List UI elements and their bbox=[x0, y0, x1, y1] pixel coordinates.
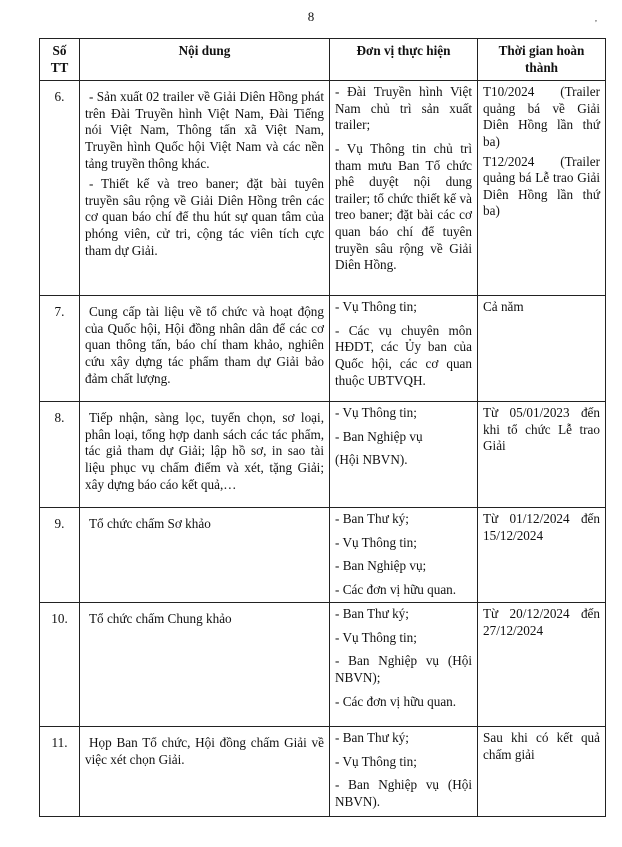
content-line: Cung cấp tài liệu về tổ chức và hoạt động của Quốc hội, Hội đồng nhân dân để các cơ quan thông tấn, báo chí tham khảo, nghiên cứu xây dựng tác phẩm tham dự Giải bảo đảm chất lượng. bbox=[85, 304, 324, 386]
unit-line: - Vụ Thông tin; bbox=[335, 753, 417, 769]
table-row bbox=[40, 402, 606, 508]
unit-line: - Vụ Thông tin; bbox=[335, 629, 417, 645]
row-number: 9. bbox=[40, 508, 80, 603]
row-unit bbox=[330, 603, 478, 727]
table-header-row bbox=[40, 39, 606, 81]
row-unit bbox=[330, 296, 478, 402]
table-row bbox=[40, 603, 606, 727]
time-line: Sau khi có kết quả chấm giải bbox=[483, 730, 600, 762]
header-time: Thời gian hoàn thành bbox=[478, 39, 606, 81]
unit-line: - Ban Nghiệp vụ (Hội NBVN); bbox=[335, 653, 472, 685]
row-time bbox=[478, 296, 606, 402]
time-line: Từ 05/01/2023 đến khi tổ chức Lễ trao Giải bbox=[483, 405, 600, 454]
row-time bbox=[478, 727, 606, 817]
time-line: Từ 20/12/2024 đến 27/12/2024 bbox=[483, 606, 600, 638]
row-content bbox=[80, 296, 330, 402]
unit-line: - Các đơn vị hữu quan. bbox=[335, 581, 457, 597]
table-row bbox=[40, 81, 606, 296]
content-line: Tổ chức chấm Chung khảo bbox=[89, 611, 232, 627]
row-time bbox=[478, 402, 606, 508]
row-number: 10. bbox=[40, 603, 80, 727]
table-row bbox=[40, 296, 606, 402]
row-content bbox=[80, 402, 330, 508]
unit-line: - Vụ Thông tin chủ trì tham mưu Ban Tổ chức phê duyệt nội dung trailer; tổ chức thiết kế và treo baner; đặt bài các cơ quan báo chí để tuyên truyền sâu rộng về Giải Diên Hồng. bbox=[335, 140, 472, 273]
row-content bbox=[80, 508, 330, 603]
header-stt: Số TT bbox=[40, 39, 80, 81]
unit-line: - Ban Thư ký; bbox=[335, 606, 409, 622]
plan-table bbox=[39, 38, 606, 817]
row-content bbox=[80, 81, 330, 296]
row-time bbox=[478, 603, 606, 727]
row-unit bbox=[330, 402, 478, 508]
row-content bbox=[80, 603, 330, 727]
page-number: 8 bbox=[307, 9, 315, 24]
table-row bbox=[40, 508, 606, 603]
time-line: T12/2024 (Trailer quảng bá Lễ trao Giải Diên Hồng lần thứ ba) bbox=[483, 153, 600, 219]
header-content: Nội dung bbox=[80, 39, 330, 81]
content-line: - Sản xuất 02 trailer về Giải Diên Hồng phát trên Đài Truyền hình Việt Nam, Đài Tiếng nói Việt Nam, Thông tấn xã Việt Nam, Truyền hình Quốc hội Việt Nam và các nền tảng truyền thông khác. bbox=[85, 89, 324, 171]
unit-line: - Ban Thư ký; bbox=[335, 730, 409, 746]
unit-line: (Hội NBVN). bbox=[335, 452, 408, 468]
unit-line: - Ban Thư ký; bbox=[335, 511, 409, 527]
row-time bbox=[478, 508, 606, 603]
corner-mark: , bbox=[595, 14, 597, 23]
content-line: - Thiết kế và treo baner; đặt bài tuyên truyền sâu rộng về Giải Diên Hồng trên các cơ quan báo chí để thu hút sự quan tâm của phóng viên, cử tri, cộng tác viên tích cực tham dự Giải. bbox=[85, 176, 324, 258]
row-unit bbox=[330, 727, 478, 817]
unit-line: - Ban Nghiệp vụ; bbox=[335, 558, 427, 574]
unit-line: - Đài Truyền hình Việt Nam chủ trì sản xuất trailer; bbox=[335, 84, 472, 133]
row-unit bbox=[330, 508, 478, 603]
table-row bbox=[40, 727, 606, 817]
time-line: Cả năm bbox=[483, 299, 524, 315]
time-line: Từ 01/12/2024 đến 15/12/2024 bbox=[483, 511, 600, 543]
time-line: T10/2024 (Trailer quảng bá về Giải Diên Hồng lần thứ ba) bbox=[483, 84, 600, 149]
row-unit bbox=[330, 81, 478, 296]
unit-line: - Các vụ chuyên môn HĐDT, các Ủy ban của Quốc hội, các cơ quan thuộc UBTVQH. bbox=[335, 322, 472, 388]
unit-line: - Vụ Thông tin; bbox=[335, 534, 417, 550]
unit-line: - Ban Nghiệp vụ (Hội NBVN). bbox=[335, 777, 472, 809]
content-line: Họp Ban Tổ chức, Hội đồng chấm Giải về việc xét chọn Giải. bbox=[85, 735, 324, 767]
content-line: Tiếp nhận, sàng lọc, tuyển chọn, sơ loại, phân loại, tổng hợp danh sách các tác phẩm, tác giả tham dự Giải; lập hồ sơ, in sao tài liệu phục vụ chấm điểm và xét, tặng Giải; xây dựng báo cáo kết quả,… bbox=[85, 410, 324, 492]
content-line: Tổ chức chấm Sơ khảo bbox=[89, 516, 211, 532]
row-time bbox=[478, 81, 606, 296]
unit-line: - Vụ Thông tin; bbox=[335, 405, 417, 421]
row-number: 8. bbox=[40, 402, 80, 508]
row-number: 11. bbox=[40, 727, 80, 817]
row-number: 7. bbox=[40, 296, 80, 402]
unit-line: - Vụ Thông tin; bbox=[335, 299, 417, 315]
row-content bbox=[80, 727, 330, 817]
row-number: 6. bbox=[40, 81, 80, 296]
header-unit: Đơn vị thực hiện bbox=[330, 39, 478, 81]
unit-line: - Các đơn vị hữu quan. bbox=[335, 693, 457, 709]
unit-line: - Ban Nghiệp vụ bbox=[335, 428, 423, 444]
